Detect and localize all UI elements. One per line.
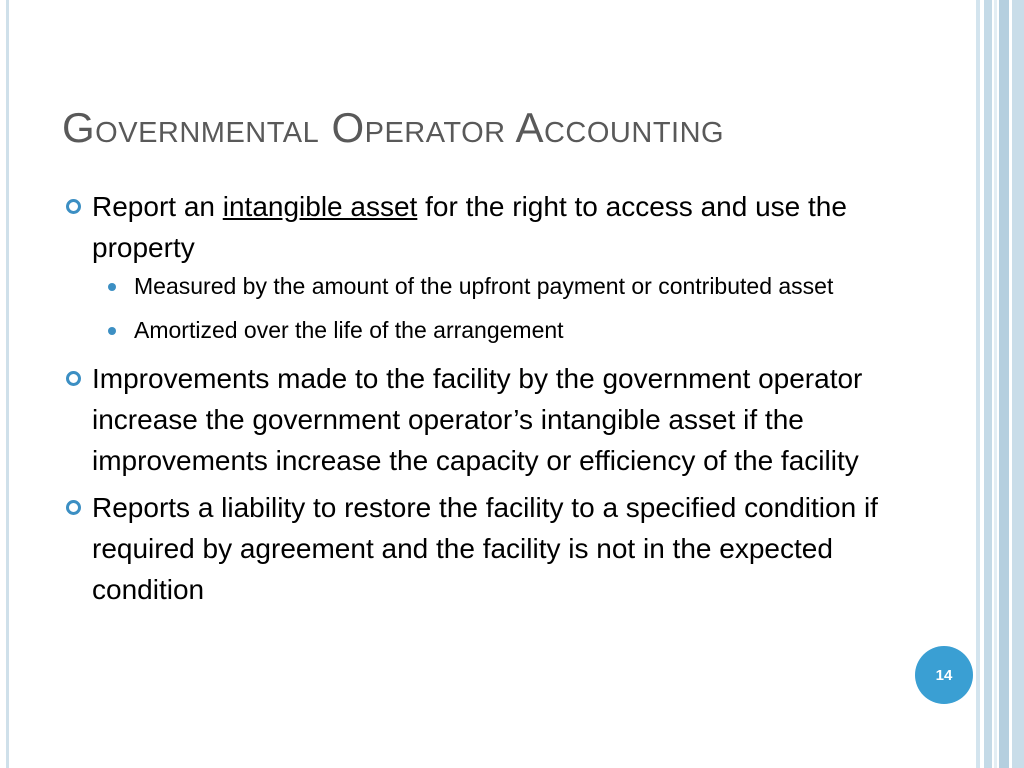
right-stripe (1012, 0, 1024, 768)
slide-title: Governmental Operator Accounting (62, 104, 725, 151)
page-number-badge: 14 (915, 646, 973, 704)
ring-bullet-icon (66, 500, 81, 515)
bullet-text-post: for the right to access and use the property (92, 191, 847, 263)
bullet-text: Improvements made to the facility by the government operator increase the government operator’s intangible asset if the improvements increase the capacity or efficiency of the facility (92, 363, 863, 476)
sub-bullet-text: Measured by the amount of the upfront payment or contributed asset (134, 273, 834, 299)
right-stripe (976, 0, 980, 768)
dot-bullet-icon (108, 327, 116, 335)
right-stripe (994, 0, 997, 768)
sub-bullet-item (92, 270, 892, 303)
right-stripe (999, 0, 1009, 768)
ring-bullet-icon (66, 371, 81, 386)
ring-bullet-icon (66, 199, 81, 214)
bullet-item (62, 358, 892, 481)
sub-bullet-list (92, 270, 892, 347)
bullet-text: Reports a liability to restore the facility to a specified condition if required by agreement and the facility is not in the expected condition (92, 492, 878, 605)
bullet-text-pre: Report an (92, 191, 223, 222)
dot-bullet-icon (108, 283, 116, 291)
sub-bullet-item (92, 314, 892, 347)
bullet-list (62, 186, 892, 616)
sub-bullet-text: Amortized over the life of the arrangement (134, 317, 564, 343)
right-stripe (984, 0, 992, 768)
intangible-asset-link[interactable]: intangible asset (222, 191, 418, 222)
bullet-item (62, 186, 892, 347)
left-border (6, 0, 9, 768)
bullet-item (62, 487, 892, 610)
